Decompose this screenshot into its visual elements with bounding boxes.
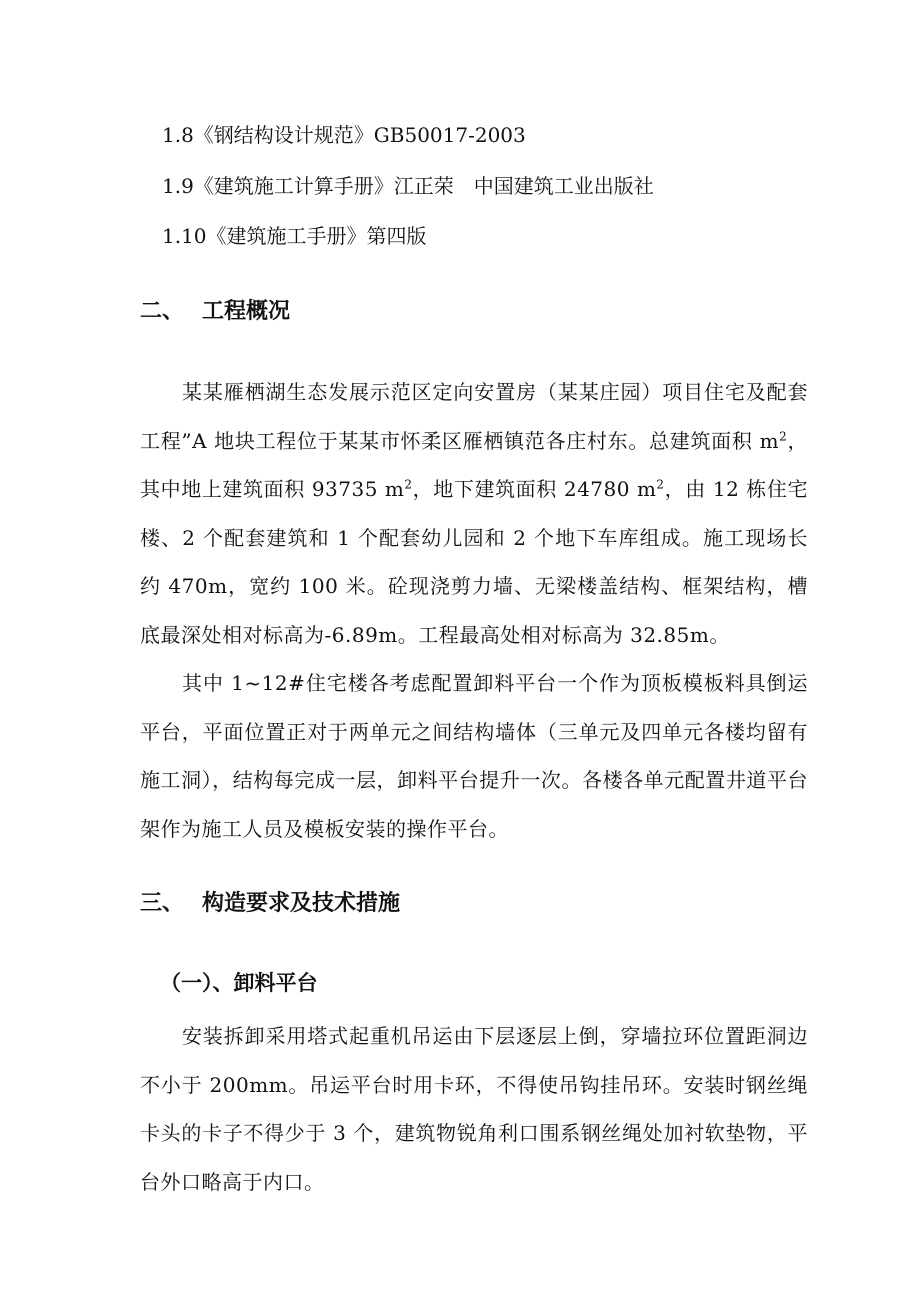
paragraph-text: 某某雁栖湖生态发展示范区定向安置房（某某庄园）项目住宅及配套工程”A 地块工程位于某某市怀柔区雁栖镇范各庄村东。总建筑面积 m — [140, 380, 808, 453]
section-number: 二、 — [140, 299, 185, 324]
paragraph-text: ，其中地上建筑面积 93735 m — [140, 428, 808, 501]
superscript: 2 — [779, 428, 788, 443]
section-title: 工程概况 — [202, 299, 291, 324]
section-heading-project-overview — [140, 298, 290, 326]
superscript: 2 — [404, 477, 413, 492]
paragraph-text: ，由 12 栋住宅楼、2 个配套建筑和 1 个配套幼儿园和 2 个地下车库组成。施工现场长约 470m，宽约 100 米。砼现浇剪力墙、无梁楼盖结构、框架结构，槽底最深处相对标高为-6.89m。工程最高处相对标高为 32.85m。 — [140, 477, 808, 647]
reference-item: 1.10《建筑施工手册》第四版 — [162, 224, 427, 248]
superscript: 2 — [656, 477, 665, 492]
unloading-platform-paragraph: 安装拆卸采用塔式起重机吊运由下层逐层上倒，穿墙拉环位置距洞边不小于 200mm。吊运平台时用卡环，不得使吊钩挂吊环。安装时钢丝绳卡头的卡子不得少于 3 个，建筑物锐角利口围系钢丝绳处加衬软垫物，平台外口略高于内口。 — [140, 1024, 808, 1194]
section-title: 构造要求及技术措施 — [202, 891, 401, 916]
project-overview-paragraph — [140, 368, 808, 659]
subsection-heading-unloading-platform: （一）、卸料平台 — [160, 971, 318, 995]
section-number: 三、 — [140, 891, 185, 916]
reference-item: 1.9《建筑施工计算手册》江正荣 中国建筑工业出版社 — [162, 174, 654, 198]
reference-item: 1.8《钢结构设计规范》GB50017-2003 — [162, 123, 526, 147]
paragraph-text: ，地下建筑面积 24780 m — [412, 477, 657, 501]
section-heading-construction-requirements — [140, 890, 400, 918]
platform-config-paragraph: 其中 1~12#住宅楼各考虑配置卸料平台一个作为顶板模板料具倒运平台，平面位置正对于两单元之间结构墙体（三单元及四单元各楼均留有施工洞），结构每完成一层，卸料平台提升一次。各楼各单元配置井道平台架作为施工人员及模板安装的操作平台。 — [140, 671, 808, 841]
